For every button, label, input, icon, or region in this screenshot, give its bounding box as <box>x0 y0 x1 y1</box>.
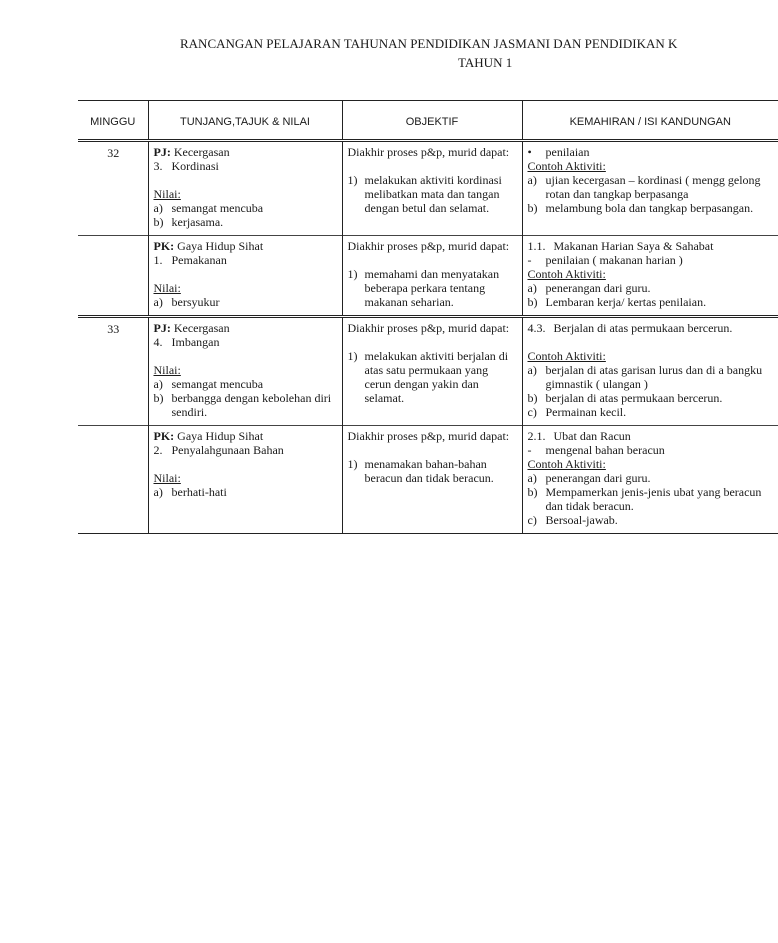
week-cell: 33 <box>78 317 148 426</box>
aktiviti-label: Contoh Aktiviti: <box>527 267 606 281</box>
list-text: memahami dan menyatakan beberapa perkara tentang makanan seharian. <box>364 267 500 309</box>
aktiviti-item <box>528 173 775 201</box>
list-marker: 1) <box>347 267 358 281</box>
list-marker: a) <box>153 485 163 499</box>
topic-number: 2. <box>153 443 163 457</box>
spacer <box>154 349 338 363</box>
list-text: melakukan aktiviti berjalan di atas satu permukaan yang cerun dengan yakin dan selamat. <box>364 349 509 405</box>
aktiviti-label-line <box>528 349 775 363</box>
list-marker: a) <box>527 363 537 377</box>
table-header-row <box>78 101 778 141</box>
list-text: berjalan di atas garisan lurus dan di a bangku gimnastik ( ulangan ) <box>545 363 763 391</box>
list-text: Lembaran kerja/ kertas penilaian. <box>545 295 707 309</box>
kemahiran-heading-marker: 1.1. <box>527 239 546 253</box>
tunjang-cell <box>148 141 342 236</box>
nilai-label: Nilai: <box>153 363 181 377</box>
list-text: semangat mencuba <box>171 201 264 215</box>
objektif-item <box>348 457 518 485</box>
kemahiran-cell <box>522 317 778 426</box>
aktiviti-label-line <box>528 159 775 173</box>
list-marker: 1) <box>347 457 358 471</box>
list-text: Permainan kecil. <box>545 405 627 419</box>
tunjang-topic-line <box>154 253 338 267</box>
nilai-label: Nilai: <box>153 281 181 295</box>
nilai-label-line <box>154 281 338 295</box>
kemahiran-cell <box>522 426 778 534</box>
title-line-2: TAHUN 1 <box>458 55 513 70</box>
sub-text: mengenal bahan beracun <box>545 443 665 457</box>
list-text: berjalan di atas permukaan bercerun. <box>545 391 723 405</box>
spacer <box>348 253 518 267</box>
table-row <box>78 426 778 534</box>
nilai-label-line <box>154 363 338 377</box>
aktiviti-item <box>528 201 775 215</box>
list-marker: b) <box>153 391 164 405</box>
tunjang-prefix: PK: <box>153 429 175 443</box>
aktiviti-item <box>528 295 775 309</box>
objektif-intro: Diakhir proses p&p, murid dapat: <box>347 239 510 253</box>
nilai-label-line <box>154 471 338 485</box>
list-marker: a) <box>153 377 163 391</box>
list-marker: b) <box>527 295 538 309</box>
spacer <box>348 443 518 457</box>
kemahiran-heading-marker: 2.1. <box>527 429 546 443</box>
list-text: penerangan dari guru. <box>545 471 651 485</box>
table-row <box>78 236 778 317</box>
list-text: melakukan aktiviti kordinasi melibatkan mata dan tangan dengan betul dan selamat. <box>364 173 502 215</box>
header-minggu: MINGGU <box>78 101 148 141</box>
spacer <box>154 457 338 471</box>
list-text: bersyukur <box>171 295 220 309</box>
list-marker: b) <box>153 215 164 229</box>
lesson-plan-table <box>78 100 778 534</box>
kemahiran-sub <box>528 443 775 457</box>
nilai-label: Nilai: <box>153 187 181 201</box>
objektif-item <box>348 173 518 215</box>
list-text: melambung bola dan tangkap berpasangan. <box>545 201 754 215</box>
tunjang-cell <box>148 236 342 317</box>
list-text: berbangga dengan kebolehan diri sendiri. <box>171 391 332 419</box>
list-text: menamakan bahan-bahan beracun dan tidak beracun. <box>364 457 494 485</box>
aktiviti-label: Contoh Aktiviti: <box>527 457 606 471</box>
tunjang-prefix: PK: <box>153 239 175 253</box>
tunjang-title-line <box>154 321 338 335</box>
week-cell <box>78 426 148 534</box>
kemahiran-cell <box>522 141 778 236</box>
list-marker: c) <box>527 405 537 419</box>
week-cell: 32 <box>78 141 148 236</box>
list-marker: a) <box>153 295 163 309</box>
tunjang-topic-line <box>154 443 338 457</box>
kemahiran-heading <box>528 239 775 253</box>
spacer <box>154 173 338 187</box>
aktiviti-item <box>528 281 775 295</box>
objektif-item <box>348 267 518 309</box>
nilai-item <box>154 377 338 391</box>
list-text: ujian kecergasan – kordinasi ( mengg gelong rotan dan tangkap berpasanga <box>545 173 761 201</box>
spacer <box>348 159 518 173</box>
aktiviti-label: Contoh Aktiviti: <box>527 159 606 173</box>
aktiviti-item <box>528 405 775 419</box>
aktiviti-item <box>528 471 775 485</box>
header-tunjang: TUNJANG,TAJUK & NILAI <box>148 101 342 141</box>
kemahiran-heading-text: Ubat dan Racun <box>553 429 631 443</box>
sub-marker: - <box>527 443 532 457</box>
nilai-item <box>154 295 338 309</box>
topic-number: 1. <box>153 253 163 267</box>
sub-marker: - <box>527 253 532 267</box>
aktiviti-item <box>528 391 775 405</box>
objektif-cell <box>342 141 522 236</box>
nilai-label: Nilai: <box>153 471 181 485</box>
kemahiran-heading-text: Berjalan di atas permukaan bercerun. <box>553 321 733 335</box>
aktiviti-item <box>528 363 775 391</box>
tunjang-cell <box>148 426 342 534</box>
table-row <box>78 317 778 426</box>
tunjang-topic-line <box>154 335 338 349</box>
kemahiran-heading <box>528 429 775 443</box>
objektif-intro: Diakhir proses p&p, murid dapat: <box>347 321 510 335</box>
sub-text: penilaian ( makanan harian ) <box>545 253 683 267</box>
aktiviti-item <box>528 485 775 513</box>
topic-number: 3. <box>153 159 163 173</box>
nilai-item <box>154 485 338 499</box>
list-text: kerjasama. <box>171 215 224 229</box>
objektif-cell <box>342 236 522 317</box>
topic-number: 4. <box>153 335 163 349</box>
objektif-intro: Diakhir proses p&p, murid dapat: <box>347 429 510 443</box>
tunjang-topic-line <box>154 159 338 173</box>
list-marker: c) <box>527 513 537 527</box>
list-marker: a) <box>527 471 537 485</box>
list-marker: b) <box>527 201 538 215</box>
nilai-label-line <box>154 187 338 201</box>
kemahiran-heading <box>528 145 775 159</box>
kemahiran-sub <box>528 253 775 267</box>
spacer <box>154 267 338 281</box>
tunjang-prefix: PJ: <box>153 145 171 159</box>
tunjang-title: Gaya Hidup Sihat <box>177 239 264 253</box>
nilai-item <box>154 391 338 419</box>
tunjang-title-line <box>154 145 338 159</box>
tunjang-title: Kecergasan <box>173 321 230 335</box>
title-line-1: RANCANGAN PELAJARAN TAHUNAN PENDIDIKAN JASMANI DAN PENDIDIKAN K <box>180 36 678 51</box>
aktiviti-item <box>528 513 775 527</box>
aktiviti-label-line <box>528 457 775 471</box>
topic-name: Pemakanan <box>171 253 227 267</box>
tunjang-title-line <box>154 429 338 443</box>
kemahiran-heading-marker: • <box>527 145 532 159</box>
tunjang-title-line <box>154 239 338 253</box>
header-objektif: OBJEKTIF <box>342 101 522 141</box>
tunjang-prefix: PJ: <box>153 321 171 335</box>
aktiviti-label: Contoh Aktiviti: <box>527 349 606 363</box>
nilai-item <box>154 215 338 229</box>
list-marker: a) <box>527 281 537 295</box>
aktiviti-label-line <box>528 267 775 281</box>
list-text: semangat mencuba <box>171 377 264 391</box>
list-marker: 1) <box>347 349 358 363</box>
list-marker: a) <box>153 201 163 215</box>
spacer <box>528 335 775 349</box>
topic-name: Penyalahgunaan Bahan <box>171 443 284 457</box>
header-kemahiran: KEMAHIRAN / ISI KANDUNGAN <box>522 101 778 141</box>
tunjang-title: Kecergasan <box>173 145 230 159</box>
list-marker: a) <box>527 173 537 187</box>
kemahiran-heading-marker: 4.3. <box>527 321 546 335</box>
objektif-intro: Diakhir proses p&p, murid dapat: <box>347 145 510 159</box>
kemahiran-heading <box>528 321 775 335</box>
spacer <box>348 335 518 349</box>
topic-name: Imbangan <box>171 335 220 349</box>
list-marker: b) <box>527 391 538 405</box>
table-row <box>78 141 778 236</box>
list-marker: b) <box>527 485 538 499</box>
tunjang-cell <box>148 317 342 426</box>
nilai-item <box>154 201 338 215</box>
kemahiran-cell <box>522 236 778 317</box>
list-text: berhati-hati <box>171 485 227 499</box>
objektif-item <box>348 349 518 405</box>
tunjang-title: Gaya Hidup Sihat <box>177 429 264 443</box>
objektif-cell <box>342 317 522 426</box>
list-marker: 1) <box>347 173 358 187</box>
list-text: Bersoal-jawab. <box>545 513 618 527</box>
week-cell <box>78 236 148 317</box>
objektif-cell <box>342 426 522 534</box>
list-text: penerangan dari guru. <box>545 281 651 295</box>
kemahiran-heading-text: penilaian <box>545 145 590 159</box>
list-text: Mempamerkan jenis-jenis ubat yang beracun dan tidak beracun. <box>545 485 762 513</box>
topic-name: Kordinasi <box>171 159 219 173</box>
kemahiran-heading-text: Makanan Harian Saya & Sahabat <box>553 239 714 253</box>
